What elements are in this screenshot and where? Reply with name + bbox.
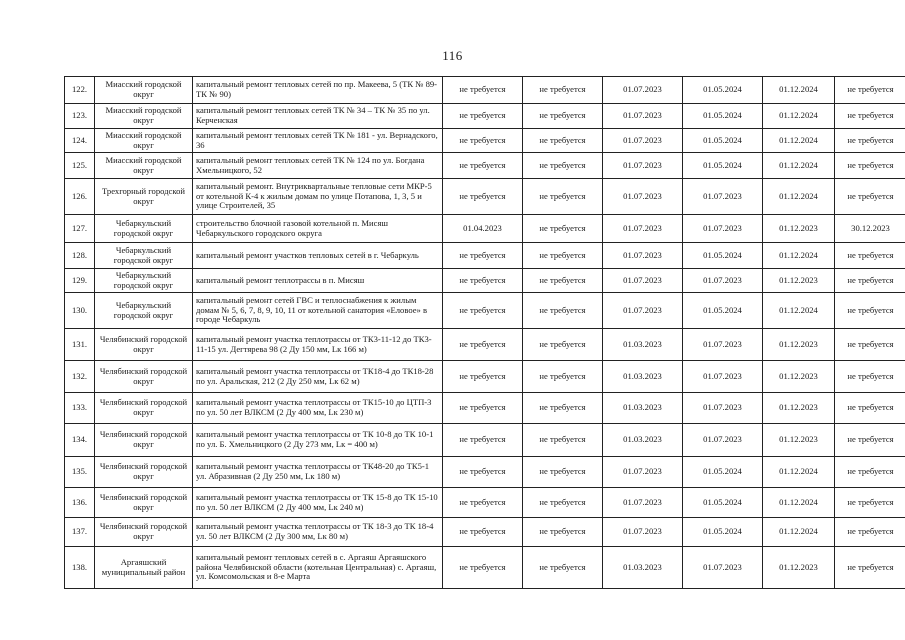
table-row	[65, 547, 905, 589]
date-cell-7: 01.07.2023	[683, 329, 763, 361]
value-cell-5: не требуется	[523, 488, 603, 518]
table-row	[65, 293, 905, 329]
date-cell-7: 01.05.2024	[683, 457, 763, 488]
date-cell-7: 01.05.2024	[683, 77, 763, 104]
value-cell-5: не требуется	[523, 77, 603, 104]
table-row	[65, 215, 905, 243]
work-description-cell: капитальный ремонт участков тепловых сетей в г. Чебаркуль	[193, 243, 443, 269]
date-cell-6: 01.03.2023	[603, 361, 683, 393]
date-cell-8: 01.12.2024	[763, 293, 835, 329]
table-row	[65, 488, 905, 518]
date-cell-6: 01.03.2023	[603, 329, 683, 361]
table-row	[65, 424, 905, 457]
table-row	[65, 457, 905, 488]
table-row	[65, 179, 905, 215]
value-cell-4: не требуется	[443, 424, 523, 457]
value-cell-9: не требуется	[835, 488, 905, 518]
row-number: 133.	[65, 393, 95, 424]
municipality-cell: Чебаркульский городской округ	[95, 269, 193, 293]
value-cell-5: не требуется	[523, 361, 603, 393]
date-cell-8: 01.12.2023	[763, 269, 835, 293]
municipality-cell: Трехгорный городской округ	[95, 179, 193, 215]
value-cell-4: не требуется	[443, 243, 523, 269]
date-cell-7: 01.05.2024	[683, 488, 763, 518]
work-description-cell: капитальный ремонт участка теплотрассы от ТК15-10 до ЦТП-3 по ул. 50 лет ВЛКСМ (2 Ду 400 мм, Lк 230 м)	[193, 393, 443, 424]
date-cell-7: 01.07.2023	[683, 547, 763, 589]
value-cell-5: не требуется	[523, 104, 603, 129]
table-row	[65, 269, 905, 293]
work-description-cell: капитальный ремонт тепловых сетей ТК № 181 - ул. Вернадского, 36	[193, 129, 443, 153]
value-cell-9: не требуется	[835, 329, 905, 361]
value-cell-5: не требуется	[523, 269, 603, 293]
value-cell-9: не требуется	[835, 518, 905, 547]
work-description-cell: капитальный ремонт участка теплотрассы от ТК 18-3 до ТК 18-4 ул. 50 лет ВЛКСМ (2 Ду 300 мм, Lк 80 м)	[193, 518, 443, 547]
value-cell-9: не требуется	[835, 424, 905, 457]
date-cell-8: 01.12.2023	[763, 215, 835, 243]
table-row	[65, 518, 905, 547]
date-cell-6: 01.07.2023	[603, 269, 683, 293]
row-number: 137.	[65, 518, 95, 547]
value-cell-4: не требуется	[443, 457, 523, 488]
date-cell-8: 01.12.2023	[763, 361, 835, 393]
value-cell-9: не требуется	[835, 269, 905, 293]
work-description-cell: капитальный ремонт участка теплотрассы от ТК 10-8 до ТК 10-1 по ул. Б. Хмельницкого (2 Ду 273 мм, Lк = 400 м)	[193, 424, 443, 457]
value-cell-4: не требуется	[443, 293, 523, 329]
value-cell-5: не требуется	[523, 293, 603, 329]
date-cell-8: 01.12.2023	[763, 393, 835, 424]
value-cell-9: 30.12.2023	[835, 215, 905, 243]
value-cell-9: не требуется	[835, 293, 905, 329]
date-cell-7: 01.05.2024	[683, 518, 763, 547]
table-row	[65, 329, 905, 361]
date-cell-7: 01.05.2024	[683, 243, 763, 269]
value-cell-9: не требуется	[835, 361, 905, 393]
row-number: 134.	[65, 424, 95, 457]
value-cell-5: не требуется	[523, 518, 603, 547]
date-cell-6: 01.07.2023	[603, 243, 683, 269]
value-cell-9: не требуется	[835, 457, 905, 488]
date-cell-8: 01.12.2024	[763, 153, 835, 179]
date-cell-7: 01.07.2023	[683, 179, 763, 215]
page-number: 116	[442, 48, 463, 63]
row-number: 138.	[65, 547, 95, 589]
row-number: 125.	[65, 153, 95, 179]
row-number: 127.	[65, 215, 95, 243]
work-description-cell: капитальный ремонт участка теплотрассы от ТК3-11-12 до ТК3-11-15 ул. Дегтярева 98 (2 Ду 150 мм, Lк 166 м)	[193, 329, 443, 361]
row-number: 124.	[65, 129, 95, 153]
municipality-cell: Челябинский городской округ	[95, 393, 193, 424]
value-cell-4: не требуется	[443, 77, 523, 104]
date-cell-8: 01.12.2024	[763, 457, 835, 488]
value-cell-5: не требуется	[523, 329, 603, 361]
value-cell-4: не требуется	[443, 269, 523, 293]
value-cell-9: не требуется	[835, 547, 905, 589]
date-cell-7: 01.05.2024	[683, 153, 763, 179]
date-cell-6: 01.07.2023	[603, 153, 683, 179]
work-description-cell: капитальный ремонт теплотрассы в п. Мисяш	[193, 269, 443, 293]
row-number: 131.	[65, 329, 95, 361]
date-cell-6: 01.07.2023	[603, 518, 683, 547]
value-cell-9: не требуется	[835, 393, 905, 424]
date-cell-8: 01.12.2024	[763, 488, 835, 518]
value-cell-9: не требуется	[835, 104, 905, 129]
value-cell-4: не требуется	[443, 129, 523, 153]
date-cell-8: 01.12.2024	[763, 129, 835, 153]
date-cell-6: 01.07.2023	[603, 77, 683, 104]
date-cell-7: 01.07.2023	[683, 361, 763, 393]
value-cell-5: не требуется	[523, 153, 603, 179]
row-number: 136.	[65, 488, 95, 518]
municipality-cell: Миасский городской округ	[95, 104, 193, 129]
municipality-cell: Челябинский городской округ	[95, 361, 193, 393]
date-cell-8: 01.12.2023	[763, 424, 835, 457]
table-row	[65, 393, 905, 424]
municipality-cell: Чебаркульский городской округ	[95, 215, 193, 243]
date-cell-8: 01.12.2023	[763, 329, 835, 361]
value-cell-4: не требуется	[443, 179, 523, 215]
date-cell-8: 01.12.2023	[763, 547, 835, 589]
date-cell-6: 01.07.2023	[603, 129, 683, 153]
row-number: 128.	[65, 243, 95, 269]
work-description-cell: капитальный ремонт тепловых сетей по пр. Макеева, 5 (ТК № 89- ТК № 90)	[193, 77, 443, 104]
date-cell-8: 01.12.2024	[763, 243, 835, 269]
table-row	[65, 243, 905, 269]
value-cell-5: не требуется	[523, 179, 603, 215]
municipality-cell: Челябинский городской округ	[95, 424, 193, 457]
municipality-cell: Челябинский городской округ	[95, 518, 193, 547]
value-cell-4: не требуется	[443, 393, 523, 424]
value-cell-9: не требуется	[835, 129, 905, 153]
row-number: 126.	[65, 179, 95, 215]
date-cell-6: 01.07.2023	[603, 488, 683, 518]
value-cell-4: не требуется	[443, 104, 523, 129]
municipality-cell: Миасский городской округ	[95, 153, 193, 179]
date-cell-6: 01.03.2023	[603, 424, 683, 457]
value-cell-9: не требуется	[835, 153, 905, 179]
work-description-cell: строительство блочной газовой котельной п. Мисяш Чебаркульского городского округа	[193, 215, 443, 243]
value-cell-4: не требуется	[443, 488, 523, 518]
value-cell-5: не требуется	[523, 129, 603, 153]
value-cell-9: не требуется	[835, 77, 905, 104]
value-cell-5: не требуется	[523, 393, 603, 424]
row-number: 130.	[65, 293, 95, 329]
municipality-cell: Миасский городской округ	[95, 77, 193, 104]
municipality-cell: Миасский городской округ	[95, 129, 193, 153]
table-row	[65, 104, 905, 129]
date-cell-7: 01.05.2024	[683, 104, 763, 129]
municipality-cell: Аргаяшский муниципальный район	[95, 547, 193, 589]
row-number: 132.	[65, 361, 95, 393]
value-cell-5: не требуется	[523, 243, 603, 269]
value-cell-5: не требуется	[523, 424, 603, 457]
municipality-cell: Челябинский городской округ	[95, 457, 193, 488]
row-number: 129.	[65, 269, 95, 293]
value-cell-5: не требуется	[523, 457, 603, 488]
municipality-cell: Чебаркульский городской округ	[95, 243, 193, 269]
date-cell-7: 01.07.2023	[683, 393, 763, 424]
date-cell-7: 01.07.2023	[683, 269, 763, 293]
date-cell-8: 01.12.2024	[763, 104, 835, 129]
municipality-cell: Чебаркульский городской округ	[95, 293, 193, 329]
works-table	[64, 76, 905, 589]
value-cell-4: 01.04.2023	[443, 215, 523, 243]
date-cell-7: 01.05.2024	[683, 293, 763, 329]
row-number: 122.	[65, 77, 95, 104]
date-cell-7: 01.05.2024	[683, 129, 763, 153]
value-cell-9: не требуется	[835, 179, 905, 215]
date-cell-7: 01.07.2023	[683, 424, 763, 457]
value-cell-9: не требуется	[835, 243, 905, 269]
work-description-cell: капитальный ремонт тепловых сетей ТК № 34 – ТК № 35 по ул. Керченская	[193, 104, 443, 129]
date-cell-8: 01.12.2024	[763, 518, 835, 547]
work-description-cell: капитальный ремонт сетей ГВС и теплоснабжения к жилым домам № 5, 6, 7, 8, 9, 10, 11 от котельной санатория «Еловое» в городе Чебаркуль	[193, 293, 443, 329]
work-description-cell: капитальный ремонт участка теплотрассы от ТК18-4 до ТК18-28 по ул. Аральская, 212 (2 Ду 250 мм, Lк 62 м)	[193, 361, 443, 393]
date-cell-6: 01.07.2023	[603, 215, 683, 243]
work-description-cell: капитальный ремонт участка теплотрассы от ТК48-20 до ТК5-1 ул. Абразивная (2 Ду 250 мм, Lк 180 м)	[193, 457, 443, 488]
table-row	[65, 153, 905, 179]
value-cell-4: не требуется	[443, 153, 523, 179]
table-row	[65, 129, 905, 153]
date-cell-8: 01.12.2024	[763, 179, 835, 215]
municipality-cell: Челябинский городской округ	[95, 488, 193, 518]
value-cell-4: не требуется	[443, 329, 523, 361]
value-cell-4: не требуется	[443, 547, 523, 589]
value-cell-4: не требуется	[443, 361, 523, 393]
work-description-cell: капитальный ремонт тепловых сетей ТК № 124 по ул. Богдана Хмельницкого, 52	[193, 153, 443, 179]
date-cell-7: 01.07.2023	[683, 215, 763, 243]
table-row	[65, 77, 905, 104]
date-cell-6: 01.07.2023	[603, 104, 683, 129]
value-cell-5: не требуется	[523, 547, 603, 589]
work-description-cell: капитальный ремонт тепловых сетей в с. Аргаяш Аргаяшского района Челябинской области (котельная Центральная) с. Аргаяш, ул. Комсомольская и 8-е Марта	[193, 547, 443, 589]
work-description-cell: капитальный ремонт. Внутриквартальные тепловые сети МКР-5 от котельной К-4 к жилым домам по улице Потапова, 1, 3, 5 и улице Строителей, 35	[193, 179, 443, 215]
date-cell-6: 01.07.2023	[603, 179, 683, 215]
table-body	[65, 77, 905, 589]
table-row	[65, 361, 905, 393]
date-cell-6: 01.03.2023	[603, 393, 683, 424]
row-number: 123.	[65, 104, 95, 129]
municipality-cell: Челябинский городской округ	[95, 329, 193, 361]
work-description-cell: капитальный ремонт участка теплотрассы от ТК 15-8 до ТК 15-10 по ул. 50 лет ВЛКСМ (2 Ду 400 мм, Lк 240 м)	[193, 488, 443, 518]
date-cell-6: 01.07.2023	[603, 457, 683, 488]
date-cell-8: 01.12.2024	[763, 77, 835, 104]
row-number: 135.	[65, 457, 95, 488]
date-cell-6: 01.03.2023	[603, 547, 683, 589]
value-cell-4: не требуется	[443, 518, 523, 547]
date-cell-6: 01.07.2023	[603, 293, 683, 329]
value-cell-5: не требуется	[523, 215, 603, 243]
